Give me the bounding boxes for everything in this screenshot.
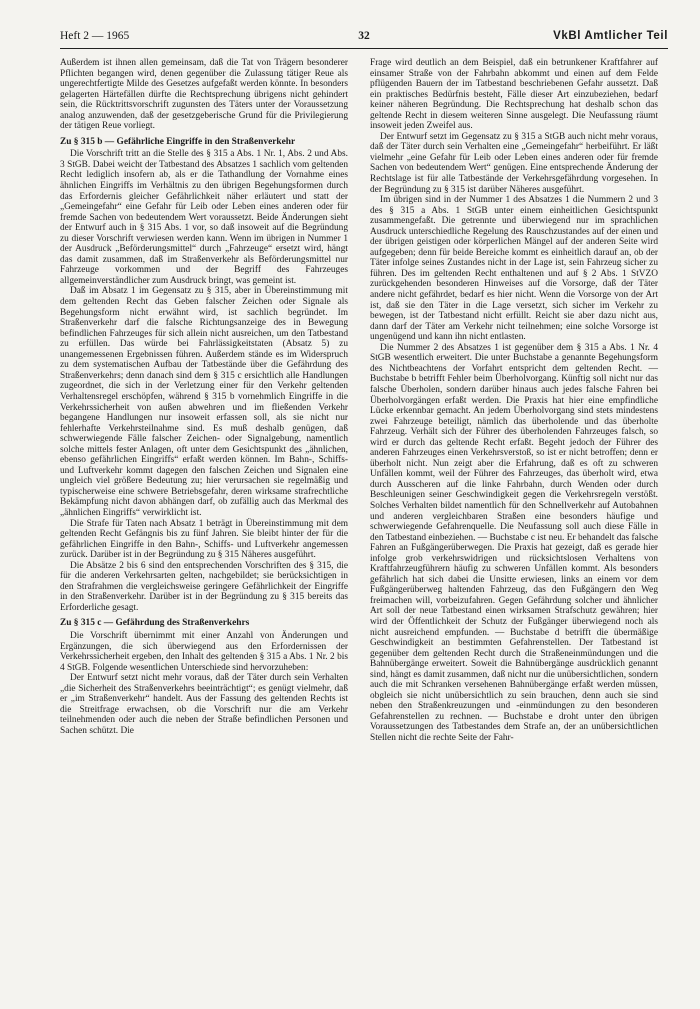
journal-title: VkBl Amtlicher Teil xyxy=(553,30,668,42)
paragraph: Die Vorschrift tritt an die Stelle des § 315 a Abs. 1 Nr. 1, Abs. 2 und Abs. 3 StGB. Dabei weicht der Tatbestand des Absatzes 1 sachlich vom geltenden Recht lediglich insofern ab, als er die Tathandlung der Vornahme eines ähnlichen Eingriffs im Verhältnis zu den übrigen Begehungsformen durch das Erfordernis gleicher Gefährlichkeit näher erläutert und statt der „Gemeingefahr“ eine Gefahr für Leib oder Leben eines anderen oder für fremde Sachen von bedeutendem Wert voraussetzt. Beide Änderungen sieht der Entwurf auch in § 315 Abs. 1 vor, so daß insoweit auf die Begründung zu dieser Vorschrift verwiesen werden kann. Wenn im übrigen in Nummer 1 der Ausdruck „Beförderungsmittel“ durch „Fahrzeuge“ ersetzt wird, hängt das damit zusammen, daß im Straßenverkehr als Beförderungsmittel nur Fahrzeuge vorkommen und der Begriff des Fahrzeuges allgemeinverständlicher zum Ausdruck bringt, was gemeint ist. xyxy=(60,149,348,286)
paragraph: Im übrigen sind in der Nummer 1 des Absatzes 1 die Nummern 2 und 3 des § 315 a Abs. 1 StGB unter einem einheitlichen Gesichtspunkt zusammengefaßt. Die getrennte und überwiegend nur im sprachlichen Ausdruck unterschiedliche Regelung des Rauschzustandes auf der einen und der übrigen geistigen oder körperlichen Mängel auf der anderen Seite wird aufgegeben; denn für beide Bereiche kommt es einheitlich darauf an, ob der Täter infolge seines Zustandes nicht in der Lage ist, sein Fahrzeug sicher zu führen. Des im geltenden Recht enthaltenen und auf § 2 Abs. 1 StVZO zurückgehenden besonderen Hinweises auf die Vorsorge, daß der Täter andere nicht gefährdet, bedarf es hier nicht. Wenn die Vorsorge von der Art ist, daß sie den Täter in die Lage versetzt, sich sicher im Verkehr zu bewegen, ist der Tatbestand nicht erfüllt. Reicht sie aber dazu nicht aus, dann darf der Täter am Verkehr nicht teilnehmen; eine solche Vorsorge ist ungenügend und kann ihn nicht entlasten. xyxy=(370,195,658,343)
issue-label: Heft 2 — 1965 xyxy=(60,30,130,42)
paragraph: Außerdem ist ihnen allen gemeinsam, daß die Tat von Trägern besonderer Pflichten begangen wird, denen gegenüber die Zulassung tätiger Reue als ungerechtfertigte Milde des Gesetzes aufgefaßt werden könnte. In besonders gelagerten Härtefällen dürfte die Rechtsprechung übrigens nicht gehindert sein, die Rücktrittsvorschrift zugunsten des Täters unter der Voraussetzung analog anzuwenden, daß der gesetzgeberische Grund für die Privilegierung der tätigen Reue vorliegt. xyxy=(60,58,348,132)
section-heading: Zu § 315 b — Gefährliche Eingriffe in den Straßenverkehr xyxy=(60,136,296,147)
paragraph: Die Vorschrift übernimmt mit einer Anzahl von Änderungen und Ergänzungen, die sich überwiegend aus den Erfordernissen der Verkehrssicherheit ergeben, den Inhalt des geltenden § 315 a Abs. 1 Nr. 2 bis 4 StGB. Folgende wesentlichen Unterschiede sind hervorzuheben: xyxy=(60,630,348,673)
page-header xyxy=(60,30,668,49)
paragraph: Der Entwurf setzt nicht mehr voraus, daß der Täter durch sein Verhalten „die Sicherheit des Straßenverkehrs beeinträchtigt“; es genügt vielmehr, daß er „im Straßenverkehr“ handelt. Aus der Fassung des geltenden Rechts ist die Streitfrage erwachsen, ob die Vorschrift nur die am Verkehr teilnehmenden oder auch die neben der Straße befindlichen Personen und Sachen schützt. Die xyxy=(60,673,348,736)
paragraph: Die Absätze 2 bis 6 sind den entsprechenden Vorschriften des § 315, die für die anderen Verkehrsarten gelten, nachgebildet; sie berücksichtigen in den Strafrahmen die vergleichsweise geringere Gefährlichkeit der Eingriffe in den Straßenverkehr. Darüber ist in der Begründung zu § 315 bereits das Erforderliche gesagt. xyxy=(60,560,348,613)
paragraph: Die Nummer 2 des Absatzes 1 ist gegenüber dem § 315 a Abs. 1 Nr. 4 StGB wesentlich erweitert. Die unter Buchstabe a genannte Begehungsform des Nichtbeachtens der Vorfahrt entspricht dem geltenden Recht. — Buchstabe b betrifft Fehler beim Überholvorgang. Künftig soll nicht nur das falsche Überholen, sondern darüber hinaus auch jedes falsche Fahren bei Überholvorgängen erfaßt werden. Die Praxis hat hier eine empfindliche Lücke erkennbar gemacht. An jedem Überholvorgang sind stets mindestens zwei Fahrzeuge beteiligt, nämlich das überholende und das überholte Fahrzeug. Verhält sich der Führer des überholenden Fahrzeuges falsch, so wird er durch das geltende Recht erfaßt. Begeht jedoch der Führer des anderen Fahrzeuges einen Verkehrsverstoß, so ist er nicht betroffen; denn er überholt nicht. Nun zeigt aber die Erfahrung, daß es oft zu schweren Unfällen kommt, weil der Führer des Fahrzeuges, das überholt wird, etwa durch Ausscheren auf die linke Fahrbahn, durch Wenden oder durch Beschleunigen seiner Geschwindigkeit gegen die Verkehrsregeln verstößt. Solches Verhalten bildet namentlich für den Schnellverkehr auf Autobahnen und anderen vergleichbaren Straßen eine besonders häufige und schwerwiegende Gefahrenquelle. Die Neufassung soll auch diese Fälle in den Tatbestand einbeziehen. — Buchstabe c ist neu. Er behandelt das falsche Fahren an Fußgängerüberwegen. Die Praxis hat gezeigt, daß es gerade hier infolge grob verkehrswidrigen und rücksichtslosen Verhaltens von Kraftfahrzeugführern häufig zu schweren Unfällen kommt. Als besonders gefährlich hat sich dabei die Unsitte erwiesen, links an einem vor dem Fußgängerüberweg haltenden Fahrzeug, das den Fußgängern den Weg freimachen will, vorbeizufahren. Gegen Gefährdung solcher und ähnlicher Art soll der neue Tatbestand einen wirksamen Strafschutz gewähren; hier wird der Öffentlichkeit der Schutz der Fußgänger überwiegend noch als nicht ausreichend empfunden. — Buchstabe d betrifft die übermäßige Geschwindigkeit an bestimmten Gefahrenstellen. Der Tatbestand ist gegenüber dem geltenden Recht durch die Straßeneinmündungen und die Bahnübergänge erweitert. Soweit die Bahnübergänge ausdrücklich genannt sind, hängt es damit zusammen, daß nicht nur die unübersichtlichen, sondern auch die mit Schranken versehenen Bahnübergänge erfaßt werden müssen, obgleich sie nicht unübersichtlich zu sein brauchen, denn auch sie sind neben den Straßenkreuzungen und -einmündungen zu den besonderen Gefahrenstellen zu rechnen. — Buchstabe e droht unter den übrigen Voraussetzungen des Tatbestandes dem Strafe an, der an unübersichtlichen Stellen nicht die rechte Seite der Fahr- xyxy=(370,342,658,743)
section-heading: Zu § 315 c — Gefährdung des Straßenverkehrs xyxy=(60,618,250,629)
paragraph: Frage wird deutlich an dem Beispiel, daß ein betrunkener Kraftfahrer auf einsamer Straße von der Fahrbahn abkommt und einen auf dem Felde pflügenden Bauern der im Tatbestand beschriebenen Gefahr aussetzt. Daß ein praktisches Bedürfnis besteht, Fälle dieser Art einzubeziehen, bedarf keiner näheren Begründung. Die Rechtsprechung hat deshalb schon das geltende Recht in diesem weiteren Sinne ausgelegt. Die Neufassung räumt insoweit jeden Zweifel aus. xyxy=(370,58,658,132)
paragraph: Der Entwurf setzt im Gegensatz zu § 315 a StGB auch nicht mehr voraus, daß der Täter durch sein Verhalten eine „Gemeingefahr“ herbeiführt. Er läßt vielmehr „eine Gefahr für Leib oder Leben eines anderen oder für fremde Sachen von bedeutendem Wert“ genügen. Eine entsprechende Änderung der Rechtslage ist für alle Tatbestände der Verkehrsgefährdung vorgesehen. In der Begründung zu § 315 ist darüber Näheres ausgeführt. xyxy=(370,131,658,195)
left-text-column xyxy=(60,58,348,736)
right-text-column xyxy=(370,58,658,744)
paragraph: Die Strafe für Taten nach Absatz 1 beträgt in Übereinstimmung mit dem geltenden Recht Gefängnis bis zu fünf Jahren. Sie bleibt hinter der für die gefährlichen Eingriffe in den Bahn-, Schiffs- und Luftverkehr angemessen zurück. Darüber ist in der Begründung zu § 315 Näheres ausgeführt. xyxy=(60,518,348,561)
paragraph: Daß im Absatz 1 im Gegensatz zu § 315, aber in Übereinstimmung mit dem geltenden Recht das Geben falscher Zeichen oder Signale als Begehungsform nicht erwähnt wird, ist sachlich begründet. Im Straßenverkehr darf die falsche Richtungsanzeige des in Bewegung befindlichen Fahrzeuges für sich allein nicht ausreichen, um den Tatbestand zu erfüllen. Das würde bei Fahrlässigkeitstaten (Absatz 5) zu unangemessenen Ergebnissen führen. Außerdem stände es im Widerspruch zu dem systematischen Aufbau der Tatbestände über die Gefährdung des Straßenverkehrs; denn danach sind dem § 315 c ersichtlich alle Handlungen zugeordnet, die sich in der Verletzung einer für den Verkehr geltenden Verhaltensregel erschöpfen, während § 315 b vornehmlich Eingriffe in die Verkehrssicherheit von außen abwehren und im fließenden Verkehr begangene Handlungen nur insoweit erfassen soll, als sie nicht nur fehlerhafte Verkehrsteilnahme sind. Es muß deshalb genügen, daß schwerwiegende Fälle falscher Zeichen- oder Signalgebung, namentlich solche mittels fester Anlagen, oft unter dem Gesichtspunkt des „ähnlichen, ebenso gefährlichen Eingriffs“ erfaßt werden können. Im Bahn-, Schiffs- und Luftverkehr kommt dagegen den falschen Zeichen und Signalen eine ungleich viel größere Bedeutung zu; hier verursachen sie regelmäßig und typischerweise eine schwere Betriebsgefahr, deren wirksame strafrechtliche Bekämpfung nicht davon abhängen darf, ob zufällig auch das Merkmal des „ähnlichen Eingriffs“ verwirklicht ist. xyxy=(60,286,348,518)
page-number: 32 xyxy=(358,30,370,42)
